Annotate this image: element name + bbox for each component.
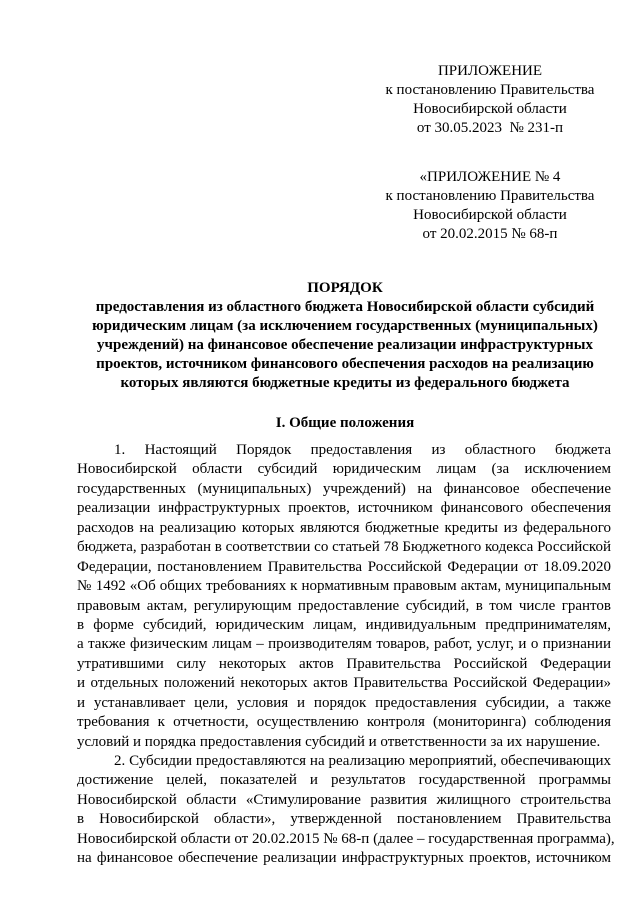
paragraph-line: 1. Настоящий Порядок предоставления из областного бюджета [114,442,611,458]
paragraph-line: государственных (муниципальных) учреждений) на финансовое обеспечение [77,480,611,497]
paragraph-line: в Новосибирской области», утвержденной постановлением Правительства [77,811,611,828]
paragraph-line: а также физическим лицам – производителям товаров, работ, услуг, и о признании [77,636,611,653]
appendix-main-line: к постановлению Правительства [385,82,595,98]
title-line: которых являются бюджетные кредиты из федерального бюджета [120,375,570,391]
paragraph-line: и устанавливает цели, условия и порядок предоставления субсидии, а также [77,694,611,711]
paragraph-line: Новосибирской области субсидий юридическим лицам (за исключением [77,461,611,478]
appendix-main-line: ПРИЛОЖЕНИЕ [437,63,543,79]
appendix-prev-line: от 20.02.2015 № 68-п [422,226,558,242]
paragraph-line: № 1492 «Об общих требованиях к нормативным правовым актам, муниципальным [77,578,611,595]
paragraph-line: 2. Субсидии предоставляются на реализацию мероприятий, обеспечивающих [114,753,611,769]
paragraph-line: условий и порядка предоставления субсидий и ответственности за их нарушение. [77,733,601,750]
title-line: проектов, источником финансового обеспечения расходов на реализацию [96,356,594,372]
paragraph-line: утратившими силу некоторых актов Правительства Российской Федерации [77,655,611,672]
appendix-header-previous [370,168,610,244]
appendix-main-line: Новосибирской области [413,101,567,117]
paragraph-line: требования к отчетности, осуществлению контроля (мониторинга) соблюдения [77,714,611,731]
document-title [70,279,620,393]
appendix-prev-line: «ПРИЛОЖЕНИЕ № 4 [419,169,561,185]
body-text [77,441,615,869]
paragraph-line: и отдельных положений некоторых актов Правительства Российской Федерации» [77,675,611,692]
paragraph-line: бюджета, разработан в соответствии со статьей 78 Бюджетного кодекса Российской [77,539,611,556]
paragraph-line: Новосибирской области «Стимулирование развития жилищного строительства [77,791,611,808]
paragraph-line: достижение целей, показателей и результатов государственной программы [77,772,611,789]
section-heading: I. Общие положения [275,415,415,431]
paragraph-line: в форме субсидий, юридическим лицам, индивидуальным предпринимателям, [77,616,611,633]
paragraph-line: правовым актам, регулирующим предоставление субсидий, в том числе грантов [77,597,611,614]
paragraph-line: Федерации, постановлением Правительства Российской Федерации от 18.09.2020 [77,558,611,575]
appendix-prev-line: к постановлению Правительства [385,188,595,204]
title-line: юридическим лицам (за исключением государственных (муниципальных) [92,318,598,334]
paragraph-line: реализации инфраструктурных проектов, источником финансового обеспечения [77,500,611,517]
paragraph-line: на финансовое обеспечение реализации инфраструктурных проектов, источником [77,850,611,867]
appendix-main-line: от 30.05.2023 № 231-п [416,120,564,136]
appendix-header-main [370,62,610,138]
title-line: предоставления из областного бюджета Новосибирской области субсидий [95,299,595,315]
appendix-prev-line: Новосибирской области [413,207,567,223]
title-word: ПОРЯДОК [307,280,383,296]
paragraph-line: Новосибирской области от 20.02.2015 № 68-п (далее – государственная программа), [77,830,615,847]
title-line: учреждений) на финансовое обеспечение реализации инфраструктурных [97,337,593,353]
paragraph-line: расходов на реализацию которых являются бюджетные кредиты из федерального [77,519,611,536]
